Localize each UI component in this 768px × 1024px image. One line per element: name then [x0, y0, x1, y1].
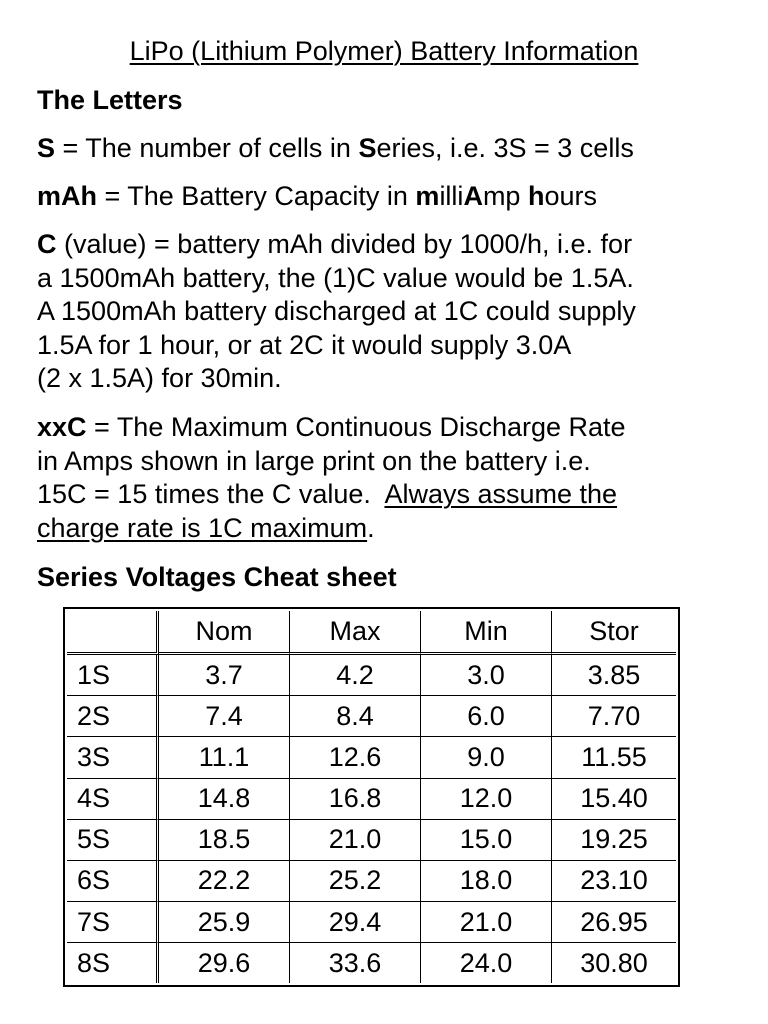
table-cell: 25.2	[290, 861, 421, 902]
definition-mah-text-3: mp	[482, 181, 528, 211]
table-row	[67, 737, 676, 778]
table-row-label: 5S	[67, 820, 159, 861]
voltage-table	[67, 611, 676, 983]
table-row-label: 8S	[67, 943, 159, 983]
definition-s-text-after: eries, i.e. 3S = 3 cells	[376, 133, 634, 163]
definition-xxc-line-3	[37, 478, 737, 512]
definition-mah-text-2: illi	[439, 181, 464, 211]
definition-xxc-term: xxC	[37, 412, 87, 442]
table-cell: 18.5	[159, 820, 290, 861]
table-cell: 7.70	[552, 696, 676, 737]
definition-xxc	[37, 411, 737, 545]
table-row-label: 1S	[67, 655, 159, 696]
definition-mah-bold-2: A	[463, 181, 483, 211]
definition-c-line-3: A 1500mAh battery discharged at 1C could supply	[37, 296, 636, 326]
table-cell: 6.0	[421, 696, 552, 737]
table-cell: 26.95	[552, 902, 676, 943]
table-cell: 29.4	[290, 902, 421, 943]
definition-c-line-4: 1.5A for 1 hour, or at 2C it would supply 3.0A	[37, 329, 572, 360]
table-header-cell: Max	[290, 611, 421, 655]
definition-c	[37, 228, 737, 396]
table-row-label: 7S	[67, 902, 159, 943]
table-row	[67, 820, 676, 861]
table-cell: 19.25	[552, 820, 676, 861]
table-row	[67, 943, 676, 983]
definition-mah-bold-1: m	[415, 181, 440, 211]
table-cell: 23.10	[552, 861, 676, 902]
table-cell: 7.4	[159, 696, 290, 737]
table-cell: 21.0	[421, 902, 552, 943]
definition-mah-text-4: ours	[544, 181, 597, 211]
definition-xxc-line-4-tail: .	[367, 512, 375, 543]
table-heading: Series Voltages Cheat sheet	[37, 562, 397, 592]
table-cell: 3.7	[159, 655, 290, 696]
letters-heading: The Letters	[37, 85, 183, 115]
table-cell: 9.0	[421, 737, 552, 778]
table-row-label: 2S	[67, 696, 159, 737]
table-cell: 3.85	[552, 655, 676, 696]
definition-xxc-line-2: in Amps shown in large print on the battery i.e.	[37, 445, 591, 476]
table-cell: 15.0	[421, 820, 552, 861]
table-header-cell: Stor	[552, 611, 676, 655]
table-cell: 4.2	[290, 655, 421, 696]
page-title: LiPo (Lithium Polymer) Battery Information	[129, 36, 639, 66]
table-cell: 12.0	[421, 779, 552, 820]
table-cell: 16.8	[290, 779, 421, 820]
table-row	[67, 655, 676, 696]
definition-xxc-line-1	[37, 411, 737, 445]
table-cell: 22.2	[159, 861, 290, 902]
definition-mah-term: mAh	[37, 181, 97, 211]
definition-c-term: C	[37, 229, 57, 259]
table-cell: 8.4	[290, 696, 421, 737]
definition-xxc-underlined-1: Always assume the	[384, 479, 618, 509]
definition-xxc-underlined-2: charge rate is 1C maximum	[37, 512, 368, 543]
table-row	[67, 779, 676, 820]
table-header-cell: Nom	[159, 611, 290, 655]
definition-c-line-5: (2 x 1.5A) for 30min.	[37, 363, 282, 393]
table-cell: 12.6	[290, 737, 421, 778]
definition-s-bold-letter: S	[358, 133, 377, 163]
definition-xxc-line-1-text: = The Maximum Continuous Discharge Rate	[86, 412, 626, 442]
definition-mah	[37, 180, 737, 214]
table-row	[67, 696, 676, 737]
voltage-table-frame	[63, 607, 680, 987]
definition-mah-bold-3: h	[527, 181, 545, 211]
table-cell: 18.0	[421, 861, 552, 902]
table-cell: 3.0	[421, 655, 552, 696]
table-cell: 29.6	[159, 943, 290, 983]
table-cell: 30.80	[580, 947, 648, 978]
table-header-corner	[67, 611, 159, 655]
table-cell: 11.55	[552, 737, 676, 778]
table-header-cell: Min	[421, 611, 552, 655]
table-cell: 33.6	[290, 943, 421, 983]
table-row-label: 3S	[67, 737, 159, 778]
table-header-row	[67, 611, 676, 655]
definition-s	[37, 132, 737, 166]
table-row-label: 6S	[67, 861, 159, 902]
definition-s-term: S	[37, 133, 56, 163]
definition-xxc-line-3-text: 15C = 15 times the C value.	[37, 479, 385, 509]
table-cell: 11.1	[159, 737, 290, 778]
definition-mah-text-1: = The Battery Capacity in	[97, 181, 416, 211]
table-cell: 14.8	[159, 779, 290, 820]
definition-c-line-1	[37, 228, 737, 262]
table-cell: 25.9	[159, 902, 290, 943]
definition-c-line-1-text: (value) = battery mAh divided by 1000/h, i.e. for	[56, 229, 633, 259]
table-cell: 15.40	[552, 779, 676, 820]
table-row-label: 4S	[67, 779, 159, 820]
voltage-table-body	[67, 611, 676, 983]
definition-s-text-before: = The number of cells in	[55, 133, 359, 163]
table-row	[67, 861, 676, 902]
definition-c-line-2: a 1500mAh battery, the (1)C value would be 1.5A.	[37, 262, 634, 293]
table-cell: 24.0	[421, 943, 552, 983]
table-row	[67, 902, 676, 943]
table-cell: 21.0	[290, 820, 421, 861]
definition-xxc-line-4	[37, 512, 737, 546]
